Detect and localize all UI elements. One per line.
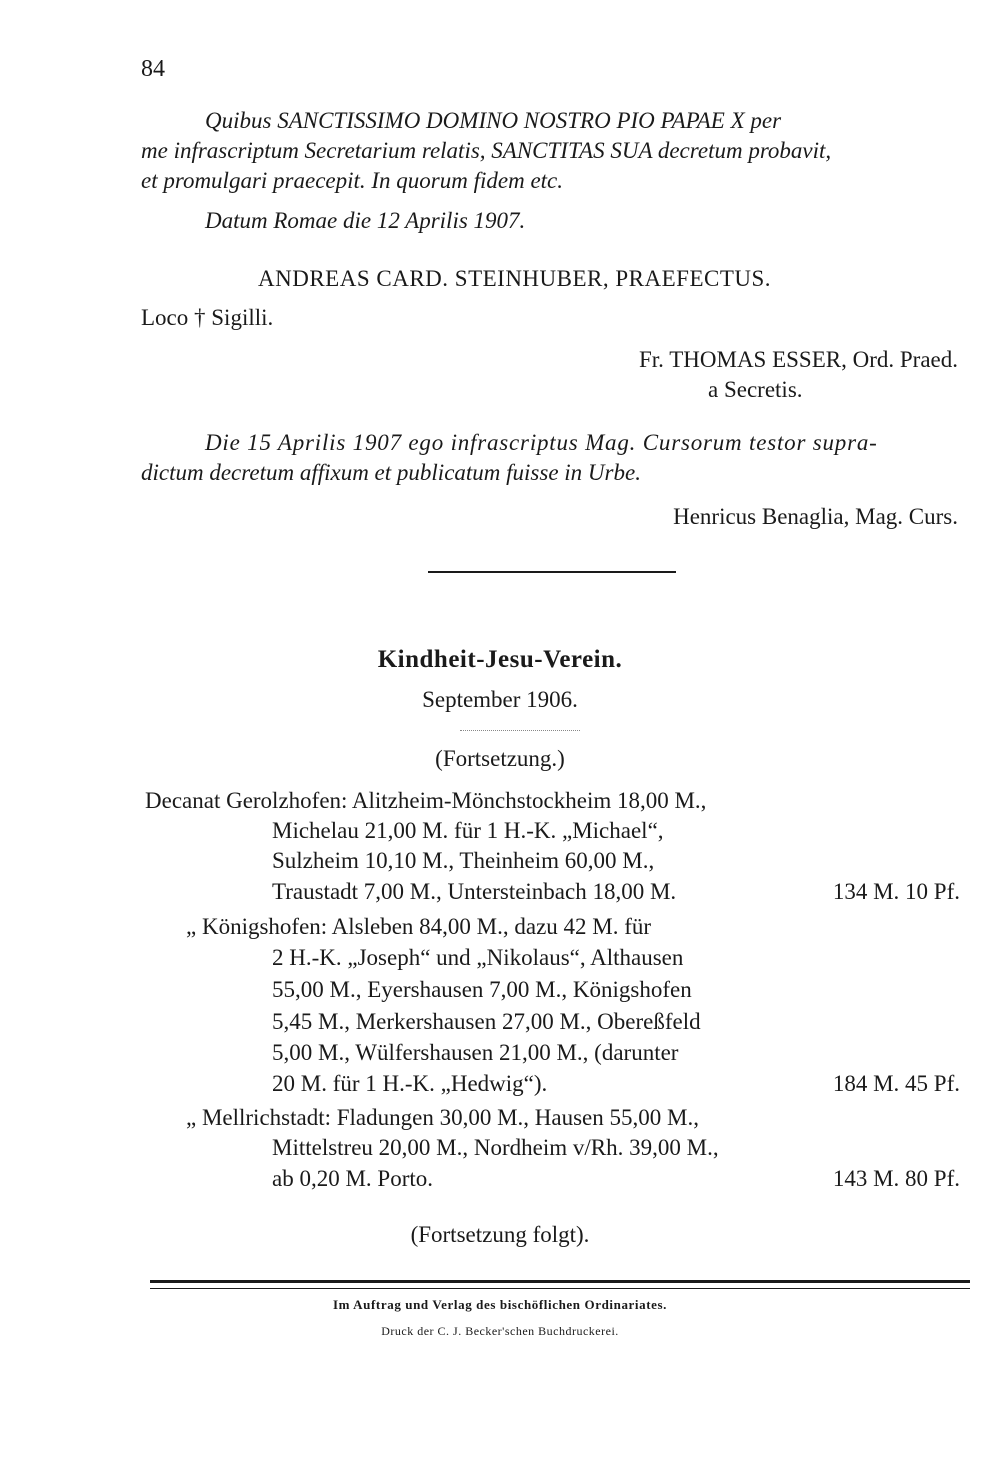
dotted-separator <box>460 730 580 731</box>
cursor-signature: Henricus Benaglia, Mag. Curs. <box>673 504 958 529</box>
report-title: Kindheit-Jesu-Verein. <box>377 646 623 673</box>
to-be-continued: (Fortsetzung folgt). <box>410 1222 590 1247</box>
publisher-line: Im Auftrag und Verlag des bischöflichen Ordinariates. <box>332 1297 668 1312</box>
report-month: September 1906. <box>422 687 578 712</box>
signatory: ANDREAS CARD. STEINHUBER, PRAEFECTUS. <box>258 266 772 291</box>
entry-2-amount: 184 M. 45 Pf. <box>832 1071 960 1096</box>
entry-3-line-3: ab 0,20 M. Porto. <box>272 1166 433 1191</box>
entry-2-line-3: 55,00 M., Eyershausen 7,00 M., Königshofen <box>272 977 692 1002</box>
footer-rule-thick <box>150 1280 970 1283</box>
entry-3-amount: 143 M. 80 Pf. <box>832 1166 960 1191</box>
entry-2-line-1: „ Königshofen: Alsleben 84,00 M., dazu 42 M. für <box>186 914 652 939</box>
footer-rule-thin <box>150 1288 970 1289</box>
entry-1-line-1: Decanat Gerolzhofen: Alitzheim-Mönchstockheim 18,00 M., <box>145 788 707 813</box>
printer-line: Druck der C. J. Becker'schen Buchdruckerei. <box>381 1324 619 1338</box>
entry-1-amount: 134 M. 10 Pf. <box>832 879 960 904</box>
page-number: 84 <box>141 56 165 82</box>
secretary-name: Fr. THOMAS ESSER, Ord. Praed. <box>638 347 958 372</box>
entry-1-line-4: Traustadt 7,00 M., Untersteinbach 18,00 M. <box>272 879 677 904</box>
entry-2-line-4: 5,45 M., Merkershausen 27,00 M., Obereßfeld <box>272 1009 701 1034</box>
publication-line-2: dictum decretum affixum et publicatum fuisse in Urbe. <box>141 460 641 485</box>
continued-label: (Fortsetzung.) <box>435 746 565 771</box>
entry-3-line-1: „ Mellrichstadt: Fladungen 30,00 M., Hausen 55,00 M., <box>186 1105 699 1130</box>
entry-2-line-2: 2 H.-K. „Joseph“ und „Nikolaus“, Althausen <box>272 945 684 970</box>
publication-line-1: Die 15 Aprilis 1907 ego infrascriptus Mag. Cursorum testor supra- <box>205 430 878 455</box>
decree-date: Datum Romae die 12 Aprilis 1907. <box>205 208 526 233</box>
decree-line-1: Quibus SANCTISSIMO DOMINO NOSTRO PIO PAPAE X per <box>205 108 782 133</box>
seal-note: Loco † Sigilli. <box>141 305 274 330</box>
entry-2-line-6: 20 M. für 1 H.-K. „Hedwig“). <box>272 1071 548 1096</box>
secretary-role: a Secretis. <box>708 377 803 402</box>
entry-1-line-3: Sulzheim 10,10 M., Theinheim 60,00 M., <box>272 848 655 873</box>
entry-2-line-5: 5,00 M., Wülfershausen 21,00 M., (darunter <box>272 1040 679 1065</box>
entry-1-line-2: Michelau 21,00 M. für 1 H.-K. „Michael“, <box>272 818 664 843</box>
decree-line-3: et promulgari praecepit. In quorum fidem etc. <box>141 168 564 193</box>
entry-3-line-2: Mittelstreu 20,00 M., Nordheim v/Rh. 39,00 M., <box>272 1135 719 1160</box>
section-divider <box>428 571 676 573</box>
decree-line-2: me infrascriptum Secretarium relatis, SANCTITAS SUA decretum probavit, <box>141 138 832 163</box>
